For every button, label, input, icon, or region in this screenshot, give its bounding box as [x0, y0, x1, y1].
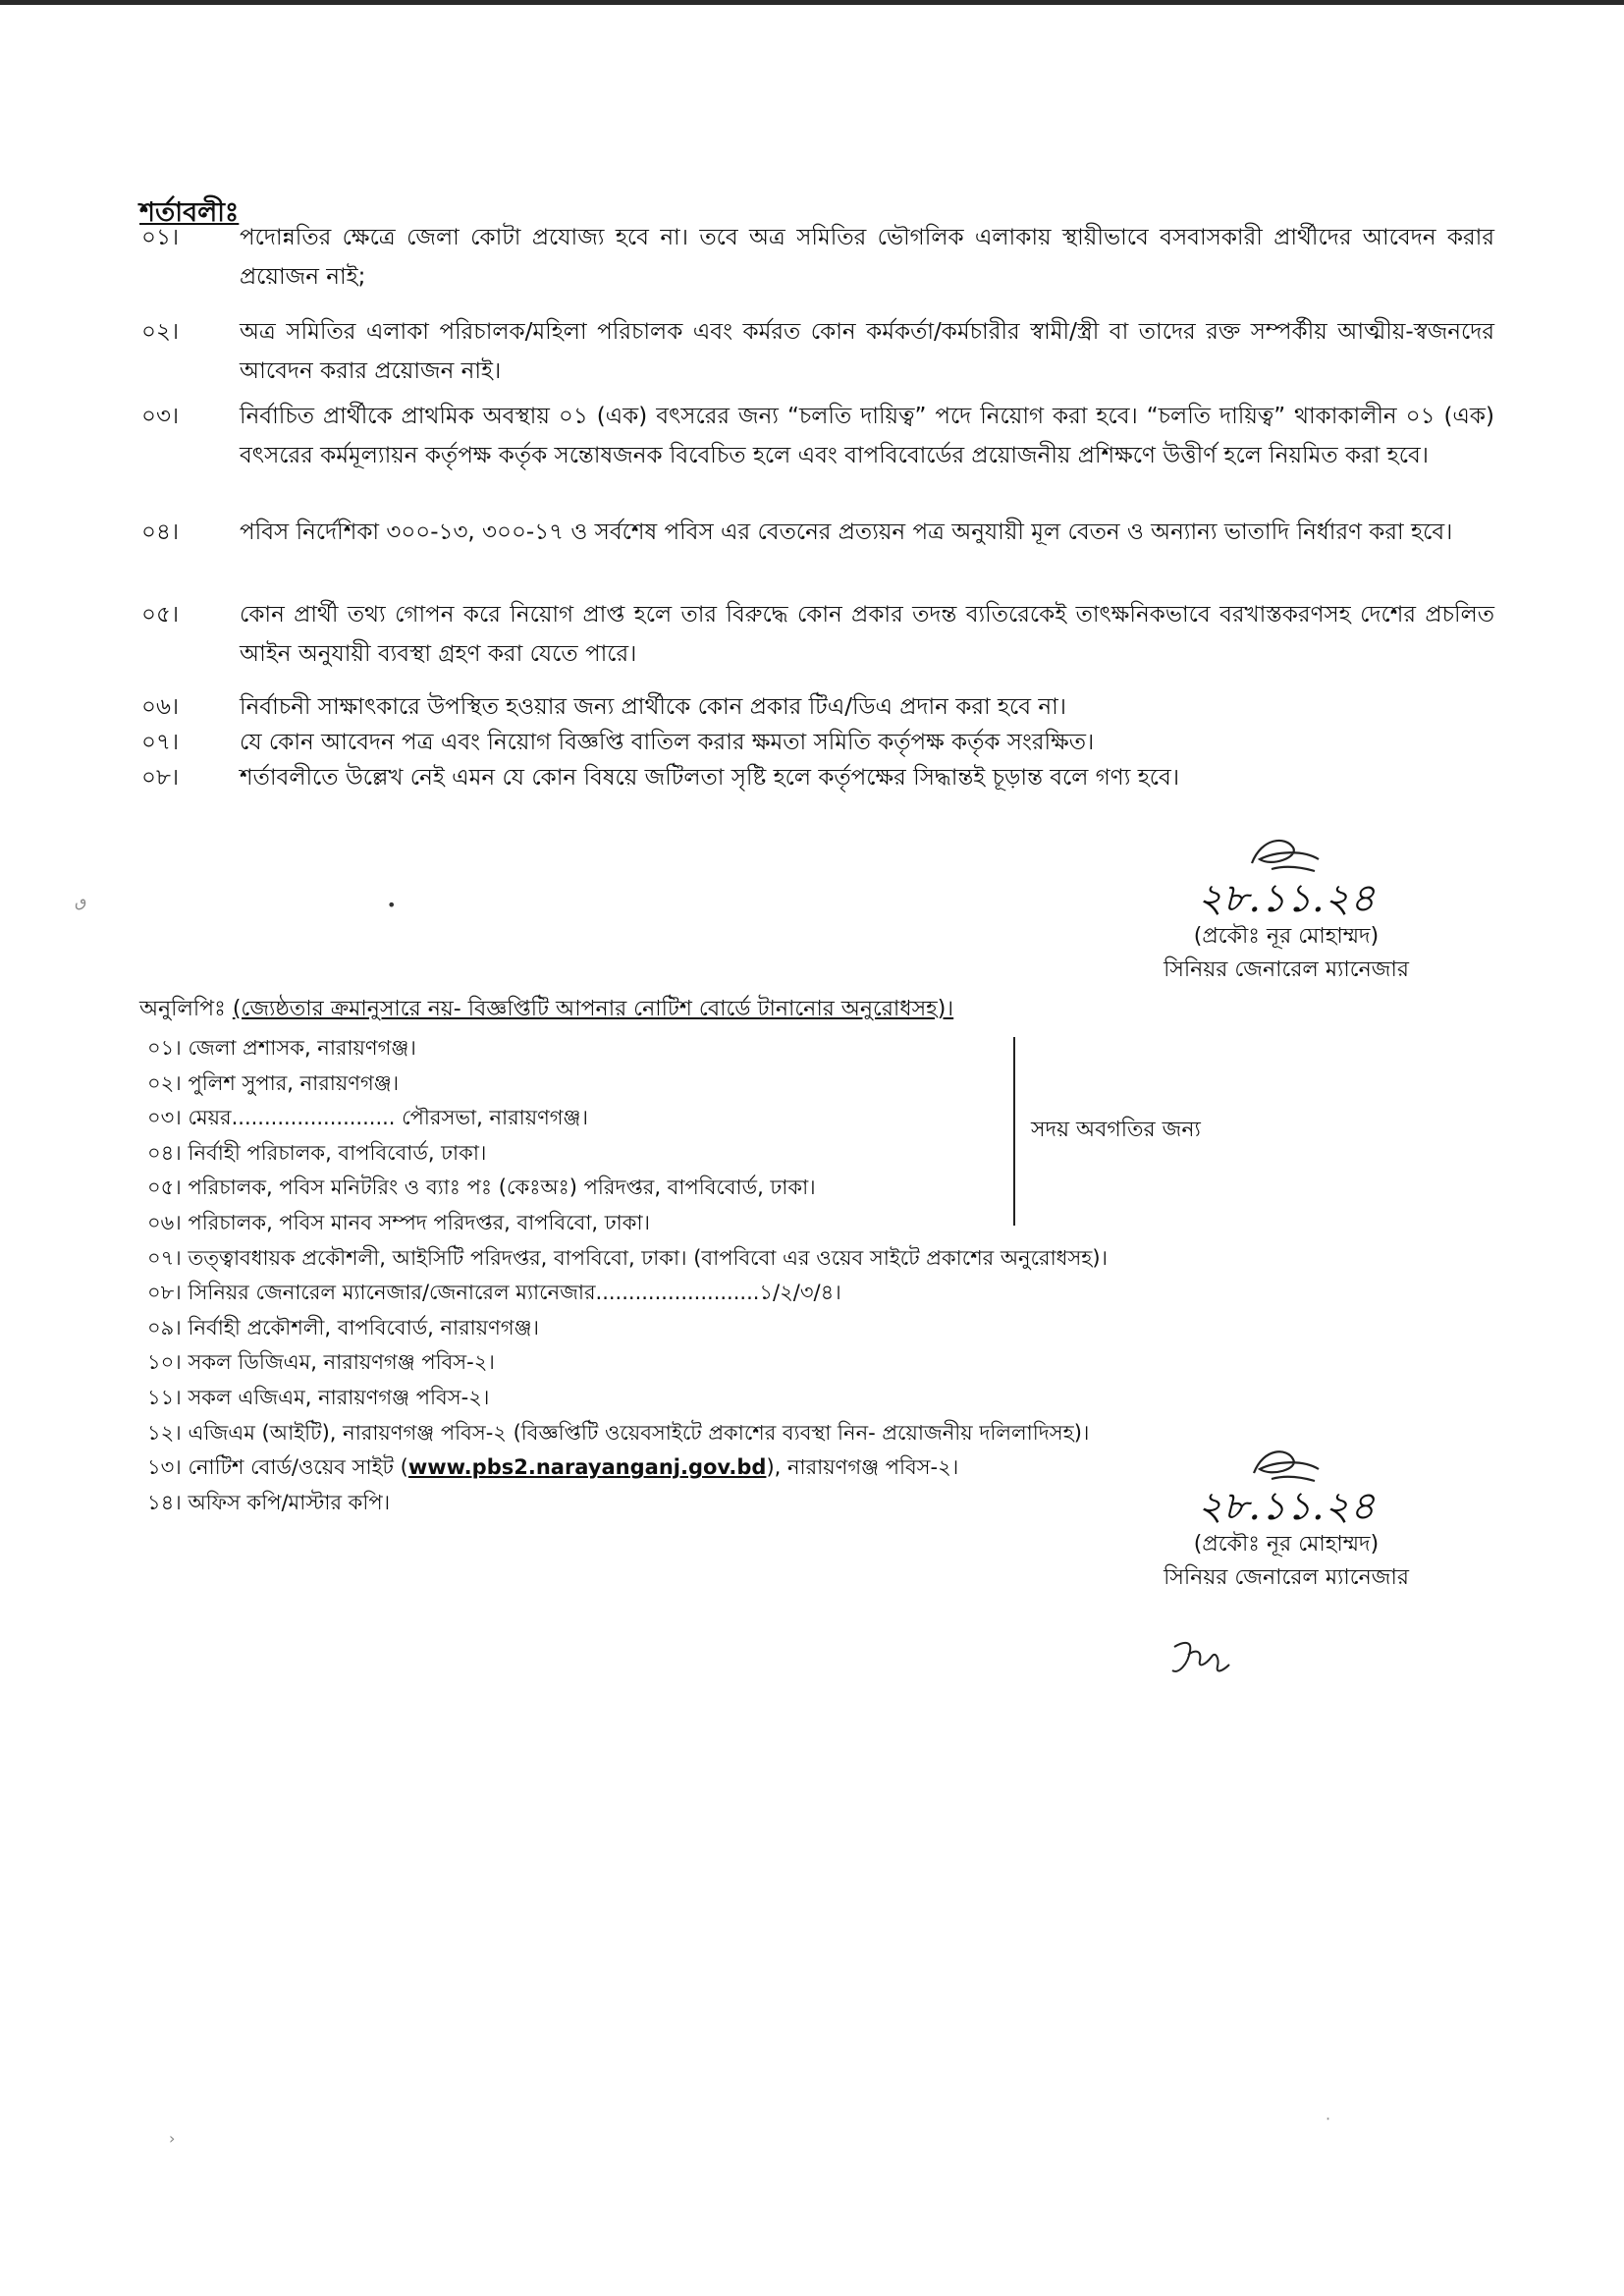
condition-text: পদোন্নতির ক্ষেত্রে জেলা কোটা প্রযোজ্য হবে না। তবে অত্র সমিতির ভৌগলিক এলাকায় স্থায়ীভাবে বসবাসকারী প্রার্থীদের আবেদন করার প্রয়োজন নাই;	[240, 225, 1494, 290]
condition-text: নির্বাচিত প্রার্থীকে প্রাথমিক অবস্থায় ০১ (এক) বৎসরের জন্য “চলতি দায়িত্ব” পদে নিয়োগ করা হবে। “চলতি দায়িত্ব” থাকাকালীন ০১ (এক) বৎসরের কর্মমূল্যায়ন কর্তৃপক্ষ কর্তৃক সন্তোষজনক বিবেচিত হলে এবং বাপবিবোর্ডের প্রয়োজনীয় প্রশিক্ষণে উত্তীর্ণ হলে নিয়মিত করা হবে।	[240, 404, 1494, 468]
scan-speck: •	[387, 896, 397, 914]
copy-item: ০১। জেলা প্রশাসক, নারায়ণগঞ্জ।	[147, 1036, 416, 1060]
condition-number: ০১।	[141, 225, 180, 250]
bracket-note: সদয় অবগতির জন্য	[1031, 1118, 1201, 1142]
condition-text: যে কোন আবেদন পত্র এবং নিয়োগ বিজ্ঞপ্তি বাতিল করার ক্ষমতা সমিতি কর্তৃপক্ষ কর্তৃক সংরক্ষিত।	[240, 730, 1095, 755]
condition-text: পবিস নির্দেশিকা ৩০০-১৩, ৩০০-১৭ ও সর্বশেষ পবিস এর বেতনের প্রত্যয়ন পত্র অনুযায়ী মূল বেতন ও অন্যান্য ভাতাদি নির্ধারণ করা হবে।	[240, 519, 1453, 545]
condition-item	[139, 513, 1494, 552]
condition-number: ০৫।	[141, 602, 180, 628]
copy-item: ০৬। পরিচালক, পবিস মানব সম্পদ পরিদপ্তর, বাপবিবো, ঢাকা।	[147, 1210, 651, 1234]
signature-date: ২৮.১১.২৪	[1197, 1484, 1376, 1529]
scan-speck: ·	[1326, 2109, 1331, 2128]
condition-text: কোন প্রার্থী তথ্য গোপন করে নিয়োগ প্রাপ্ত হলে তার বিরুদ্ধে কোন প্রকার তদন্ত ব্যতিরেকেই তাৎক্ষনিকভাবে বরখাস্তকরণসহ দেশের প্রচলিত আইন অনুযায়ী ব্যবস্থা গ্রহণ করা যেতে পারে।	[240, 602, 1494, 667]
condition-item	[139, 723, 1494, 762]
signature-block-1	[1129, 830, 1443, 987]
condition-text: শর্তাবলীতে উল্লেখ নেই এমন যে কোন বিষয়ে জটিলতা সৃষ্টি হলে কর্তৃপক্ষের সিদ্ধান্তই চূড়ান্ত বলে গণ্য হবে।	[240, 765, 1180, 791]
signatory-designation: সিনিয়র জেনারেল ম্যানেজার	[1164, 957, 1409, 982]
copy-13-prefix: ১৩। নোটিশ বোর্ড/ওয়েব সাইট (	[147, 1455, 408, 1480]
condition-text: নির্বাচনী সাক্ষাৎকারে উপস্থিত হওয়ার জন্য প্রার্থীকে কোন প্রকার টিএ/ডিএ প্রদান করা হবে না।	[240, 694, 1067, 720]
copy-item: ১৪। অফিস কপি/মাস্টার কপি।	[147, 1490, 391, 1514]
conditions-heading: শর্তাবলীঃ	[139, 197, 240, 228]
condition-number: ০৭।	[141, 730, 180, 755]
condition-number: ০২।	[141, 319, 180, 345]
signatory-designation: সিনিয়র জেনারেল ম্যানেজার	[1164, 1565, 1409, 1590]
top-scan-border	[0, 0, 1624, 5]
scan-speck: ›	[169, 2129, 176, 2148]
copy-item: ১২। এজিএম (আইটি), নারায়ণগঞ্জ পবিস-২ (বিজ্ঞপ্তিটি ওয়েবসাইটে প্রকাশের ব্যবস্থা নিন- প্রয়োজনীয় দলিলাদিসহ)।	[147, 1420, 1090, 1445]
copies-heading-note: (জ্যেষ্ঠতার ক্রমানুসারে নয়- বিজ্ঞপ্তিটি আপনার নোটিশ বোর্ডে টানানোর অনুরোধসহ)।	[232, 997, 954, 1021]
condition-item	[139, 687, 1494, 727]
copy-item: ১০। সকল ডিজিএম, নারায়ণগঞ্জ পবিস-২।	[147, 1350, 495, 1375]
condition-number: ০৪।	[141, 519, 180, 545]
condition-number: ০৩।	[141, 404, 180, 429]
condition-item	[139, 218, 1494, 297]
copy-item: ১১। সকল এজিএম, নারায়ণগঞ্জ পবিস-২।	[147, 1385, 490, 1409]
copy-item: ০২। পুলিশ সুপার, নারায়ণগঞ্জ।	[147, 1070, 400, 1095]
condition-item	[139, 312, 1494, 391]
signature-block-2	[1129, 1442, 1443, 1595]
signatory-name: (প্রকৌঃ নূর মোহাম্মদ)	[1193, 1532, 1380, 1557]
condition-item	[139, 397, 1494, 475]
copy-item: ০৩। মেয়র......................... পৌরসভা, নারায়ণগঞ্জ।	[147, 1106, 588, 1130]
signature-date: ২৮.১১.২৪	[1197, 876, 1376, 921]
website-link[interactable]: www.pbs2.narayanganj.gov.bd	[407, 1455, 767, 1480]
signature-scribble-icon	[1242, 1442, 1330, 1485]
copies-heading-prefix: অনুলিপিঃ	[139, 997, 226, 1021]
copy-item: ০৭। তত্ত্বাবধায়ক প্রকৌশলী, আইসিটি পরিদপ্তর, বাপবিবো, ঢাকা। (বাপবিবো এর ওয়েব সাইটে প্রকাশের অনুরোধসহ)।	[147, 1245, 1109, 1270]
condition-number: ০৮।	[141, 765, 180, 791]
condition-item	[139, 758, 1494, 797]
initials-scribble-icon	[1166, 1635, 1235, 1680]
copy-item: ০৮। সিনিয়র জেনারেল ম্যানেজার/জেনারেল ম্যানেজার.........................১/২/৩/৪।	[147, 1281, 841, 1305]
signature-scribble-icon	[1242, 830, 1330, 877]
copy-item: ০৪। নির্বাহী পরিচালক, বাপবিবোর্ড, ঢাকা।	[147, 1140, 487, 1165]
condition-number: ০৬।	[141, 694, 180, 720]
copy-item: ০৫। পরিচালক, পবিস মনিটরিং ও ব্যাঃ পঃ (কেঃঅঃ) পরিদপ্তর, বাপবিবোর্ড, ঢাকা।	[147, 1175, 816, 1200]
copy-item: ০৯। নির্বাহী প্রকৌশলী, বাপবিবোর্ড, নারায়ণগঞ্জ।	[147, 1315, 540, 1339]
bracket-line	[1013, 1037, 1015, 1226]
copies-heading	[139, 992, 953, 1028]
signatory-name: (প্রকৌঃ নূর মোহাম্মদ)	[1193, 924, 1380, 949]
condition-item	[139, 595, 1494, 674]
copy-13-suffix: ), নারায়ণগঞ্জ পবিস-২।	[766, 1455, 959, 1480]
condition-text: অত্র সমিতির এলাকা পরিচালক/মহিলা পরিচালক এবং কর্মরত কোন কর্মকর্তা/কর্মচারীর স্বামী/স্ত্রী বা তাদের রক্ত সম্পর্কীয় আত্মীয়-স্বজনদের আবেদন করার প্রয়োজন নাই।	[240, 319, 1494, 384]
scan-speck: ٯ	[75, 892, 87, 910]
